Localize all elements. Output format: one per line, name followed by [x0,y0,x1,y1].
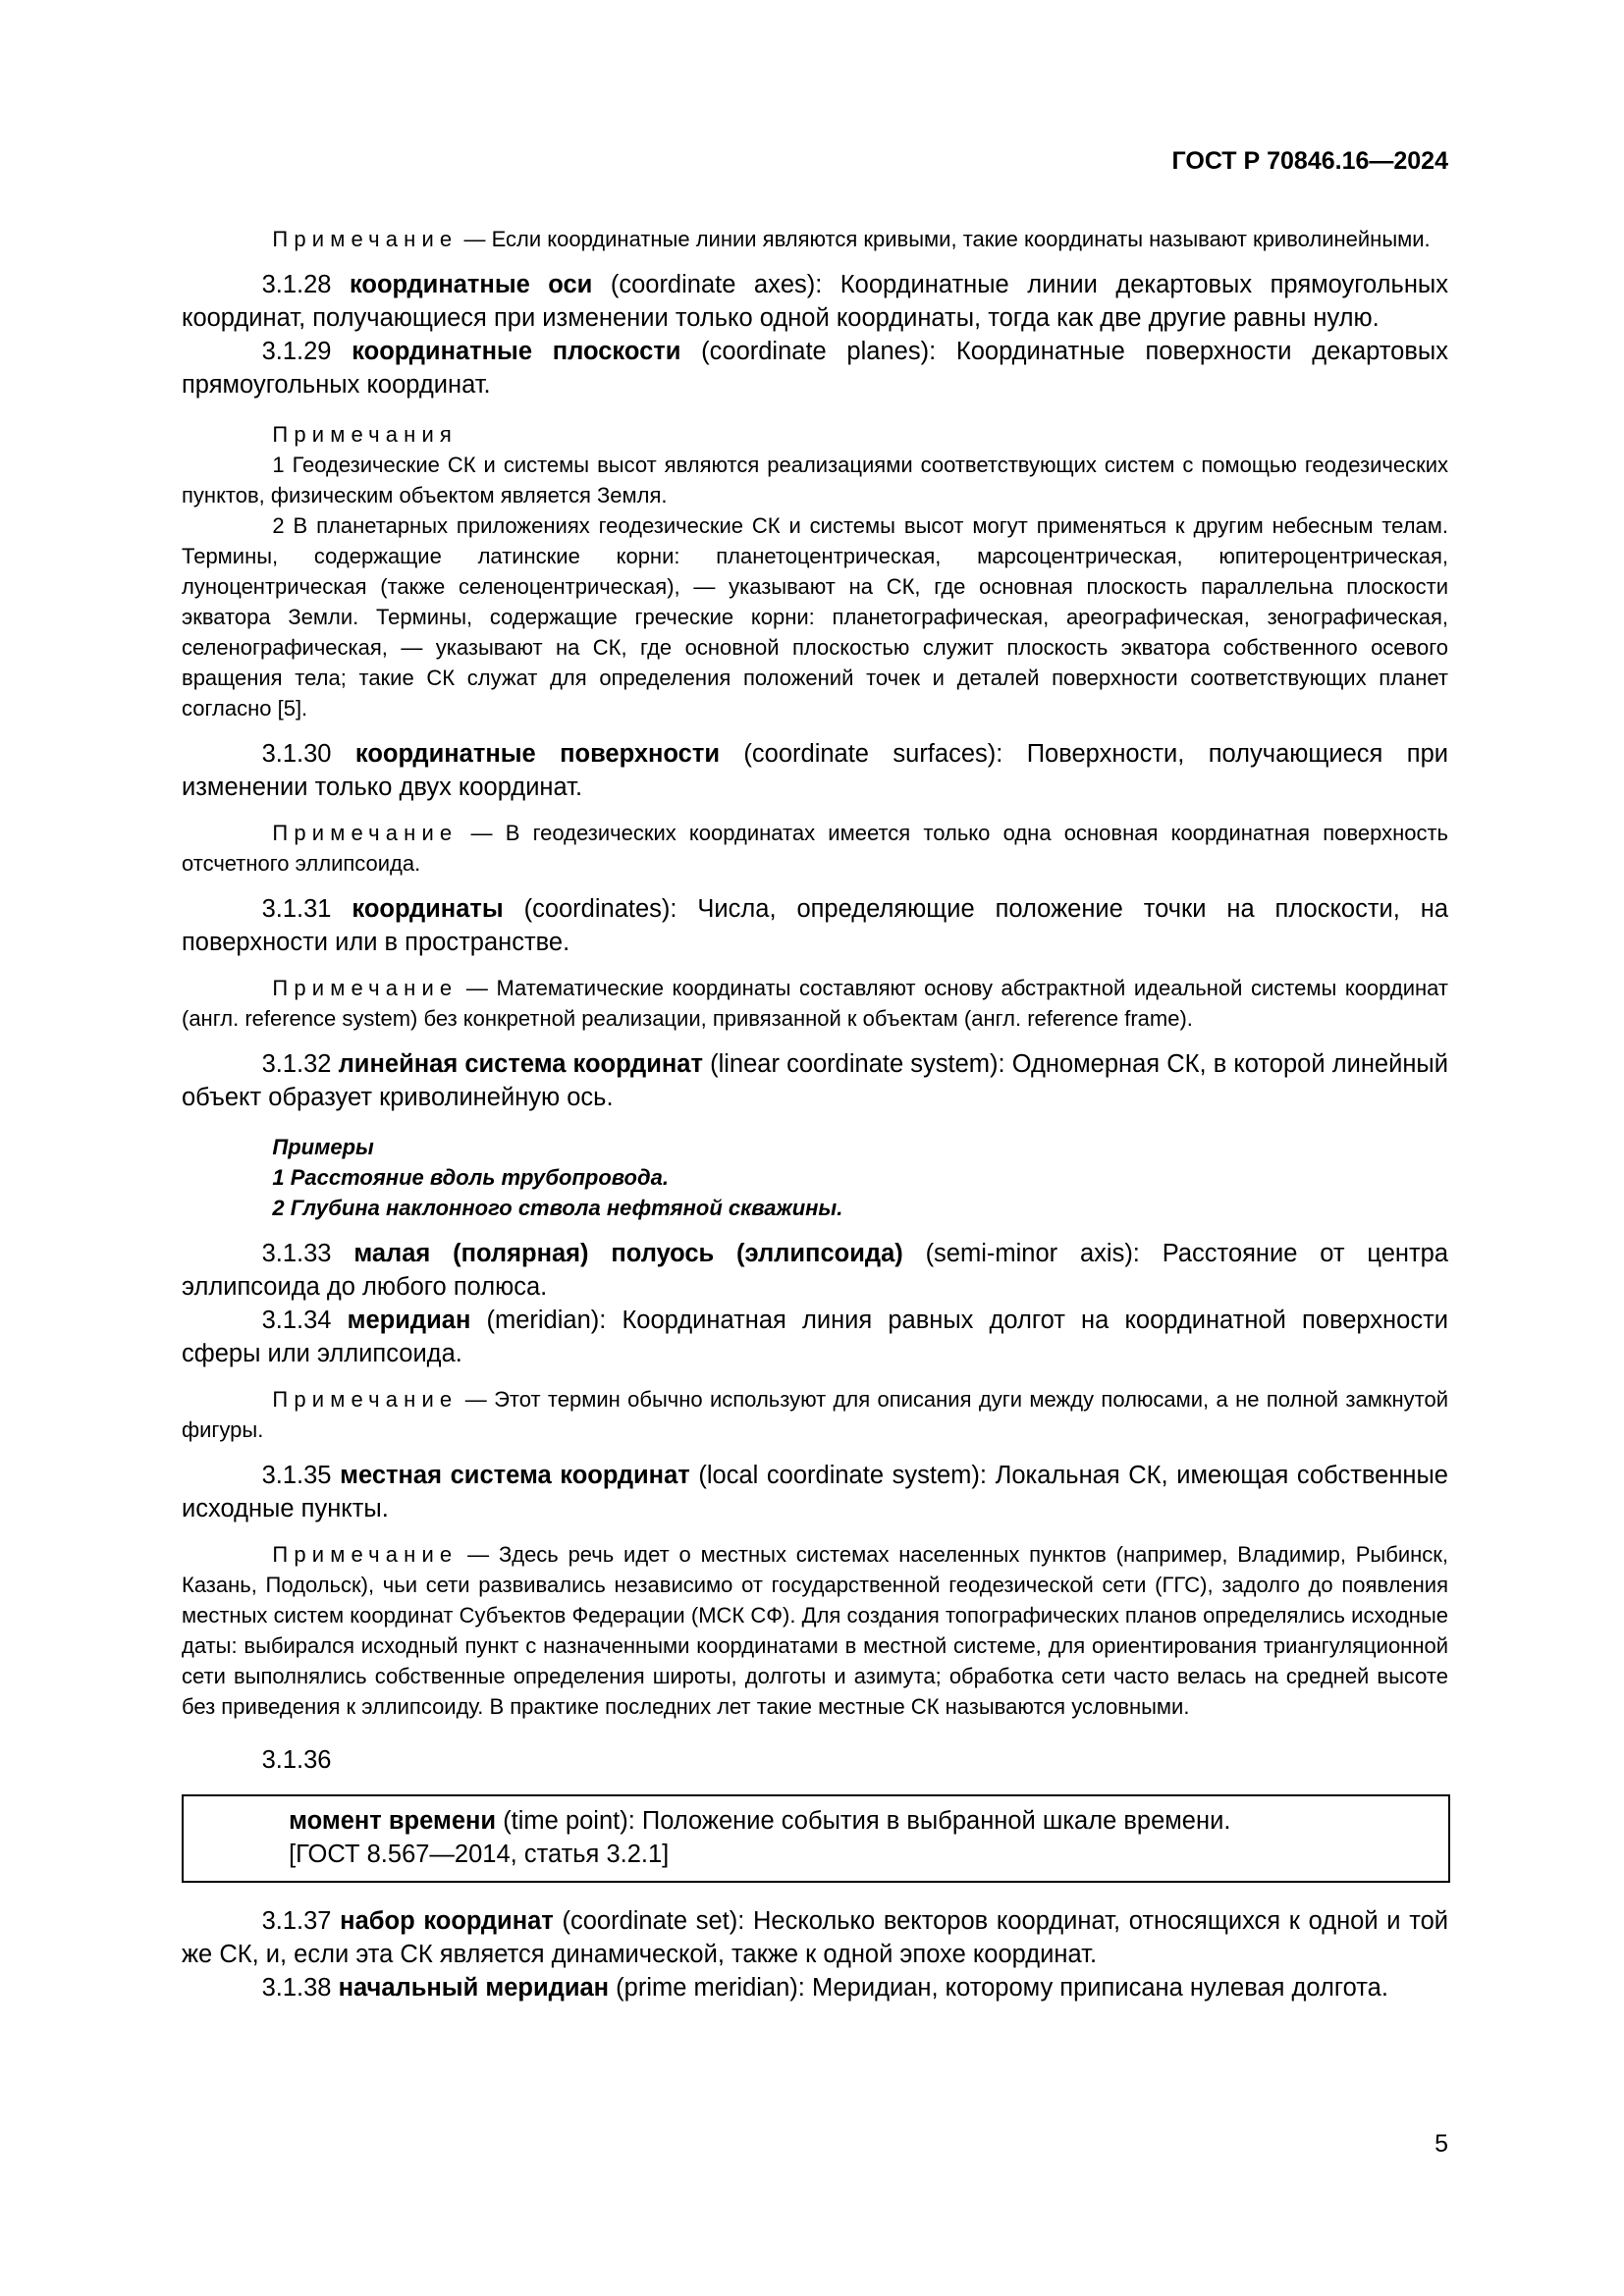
note [182,1539,1448,1722]
quoted-term-box [182,1794,1450,1883]
term-number: 3.1.29 [261,338,352,365]
note [182,973,1448,1034]
note [182,1384,1448,1445]
term-name: малая (полярная) полуось (эллипсоида) [353,1240,903,1267]
notes-label: Примечания [272,422,459,447]
term-3-1-35 [182,1459,1448,1525]
document-header: ГОСТ Р 70846.16—2024 [1171,147,1448,175]
term-3-1-37 [182,1904,1448,1971]
term-number: 3.1.31 [261,895,352,923]
term-3-1-34 [182,1304,1448,1370]
term-number: 3.1.38 [261,1974,339,2002]
term-source-reference: [ГОСТ 8.567—2014, статья 3.2.1] [289,1841,670,1868]
note-label: Примечание [272,227,459,251]
term-number: 3.1.34 [261,1307,348,1334]
term-definition: (coordinate surfaces): Поверхности, получающиеся при изменении только двух координат. [182,740,1448,801]
term-number: 3.1.30 [261,740,355,768]
note-text: — Этот термин обычно используют для описания дуги между полюсами, а не полной замкнутой фигуры. [182,1387,1448,1442]
note [182,224,1448,254]
term-3-1-29 [182,335,1448,401]
term-number: 3.1.28 [261,271,350,298]
term-3-1-38 [182,1971,1448,2004]
term-number: 3.1.37 [261,1907,341,1935]
term-definition: (coordinate planes): Координатные поверхности декартовых прямоугольных координат. [182,338,1448,399]
note-item: 1 Геодезические СК и системы высот являются реализациями соответствующих систем с помощью геодезических пунктов, физическим объектом является Земля. [182,453,1448,507]
note [182,818,1448,879]
term-3-1-32 [182,1047,1448,1114]
note-label: Примечание [272,976,459,1000]
example-item: 2 Глубина наклонного ствола нефтяной скважины. [272,1196,843,1220]
term-definition: (coordinates): Числа, определяющие положение точки на плоскости, на поверхности или в пространстве. [182,895,1449,956]
term-definition: (linear coordinate system): Одномерная СК, в которой линейный объект образует криволинейную ось. [182,1050,1448,1111]
notes-heading [182,419,1448,450]
term-definition: (coordinate set): Несколько векторов координат, относящихся к одной и той же СК, и, если эта СК является динамической, также к одной эпохе координат. [182,1907,1449,1968]
page-number: 5 [1435,2130,1448,2158]
term-definition: (prime meridian): Меридиан, которому приписана нулевая долгота. [609,1974,1388,2002]
term-3-1-31 [182,892,1448,959]
term-3-1-30 [182,737,1448,804]
note-label: Примечание [272,1387,459,1412]
document-body [182,224,1448,2004]
term-3-1-36-number: 3.1.36 [261,1746,332,1774]
note-label: Примечание [272,821,459,845]
term-name: момент времени [289,1807,497,1835]
term-3-1-28 [182,268,1448,335]
term-name: линейная система координат [338,1050,703,1078]
examples-title: Примеры [272,1135,374,1159]
term-definition: (meridian): Координатная линия равных долгот на координатной поверхности сферы или эллипсоида. [182,1307,1448,1367]
term-name: координатные поверхности [354,740,721,768]
term-name: меридиан [347,1307,471,1334]
term-number: 3.1.33 [261,1240,354,1267]
term-definition: (local coordinate system): Локальная СК, имеющая собственные исходные пункты. [182,1462,1448,1522]
term-name: местная система координат [340,1462,690,1489]
term-definition: (coordinate axes): Координатные линии декартовых прямоугольных координат, получающиеся при изменении только одной координаты, тогда как две другие равны нулю. [182,271,1448,332]
term-name: координаты [352,895,504,923]
note-text: — Математические координаты составляют основу абстрактной идеальной системы координат (англ. reference system) без конкретной реализации, привязанной к объектам (англ. reference frame). [182,976,1448,1031]
term-3-1-33 [182,1237,1448,1304]
term-number: 3.1.32 [261,1050,339,1078]
term-name: координатные плоскости [352,338,681,365]
note-item: 2 В планетарных приложениях геодезические СК и системы высот могут применяться к другим небесным телам. Термины, содержащие латинские корни: планетоцентрическая, марсоцентрическая, юпитероцентрическая, луноцентрическая (также селеноцентрическая), — указывают на СК, где основная плоскость параллельна плоскости экватора Земли. Термины, содержащие греческие корни: планетографическая, ареографическая, зенографическая, селенографическая, — указывают на СК, где основной плоскостью служит плоскость экватора собственного осевого вращения тела; такие СК служат для определения положений точек и деталей поверхности соответствующих планет согласно [5]. [182,513,1448,721]
term-name: начальный меридиан [338,1974,610,2002]
term-name: набор координат [340,1907,554,1935]
term-definition: (time point): Положение события в выбранной шкале времени. [496,1807,1231,1835]
note-text: — В геодезических координатах имеется только одна основная координатная поверхность отсчетного эллипсоида. [182,821,1448,876]
term-number: 3.1.35 [261,1462,341,1489]
note-text: — Здесь речь идет о местных системах населенных пунктов (например, Владимир, Рыбинск, Казань, Подольск), чьи сети развивались независимо от государственной геодезической сети (ГГС), задолго до появления местных систем координат Субъектов Федерации (МСК СФ). Для создания топографических планов определялись исходные даты: выбирался исходный пункт с назначенными координатами в местной системе, для ориентирования триангуляционной сети выполнялись собственные определения широты, долготы и азимута; обработка сети часто велась на средней высоте без приведения к эллипсоиду. В практике последних лет такие местные СК называются условными. [182,1542,1448,1719]
term-name: координатные оси [349,271,593,298]
examples [182,1132,1448,1223]
term-3-1-36 [184,1804,1448,1838]
note-label: Примечание [272,1542,459,1567]
example-item: 1 Расстояние вдоль трубопровода. [272,1165,669,1190]
note-text: — Если координатные линии являются кривыми, такие координаты называют криволинейными. [458,227,1431,251]
term-definition: (semi-minor axis): Расстояние от центра эллипсоида до любого полюса. [182,1240,1449,1301]
